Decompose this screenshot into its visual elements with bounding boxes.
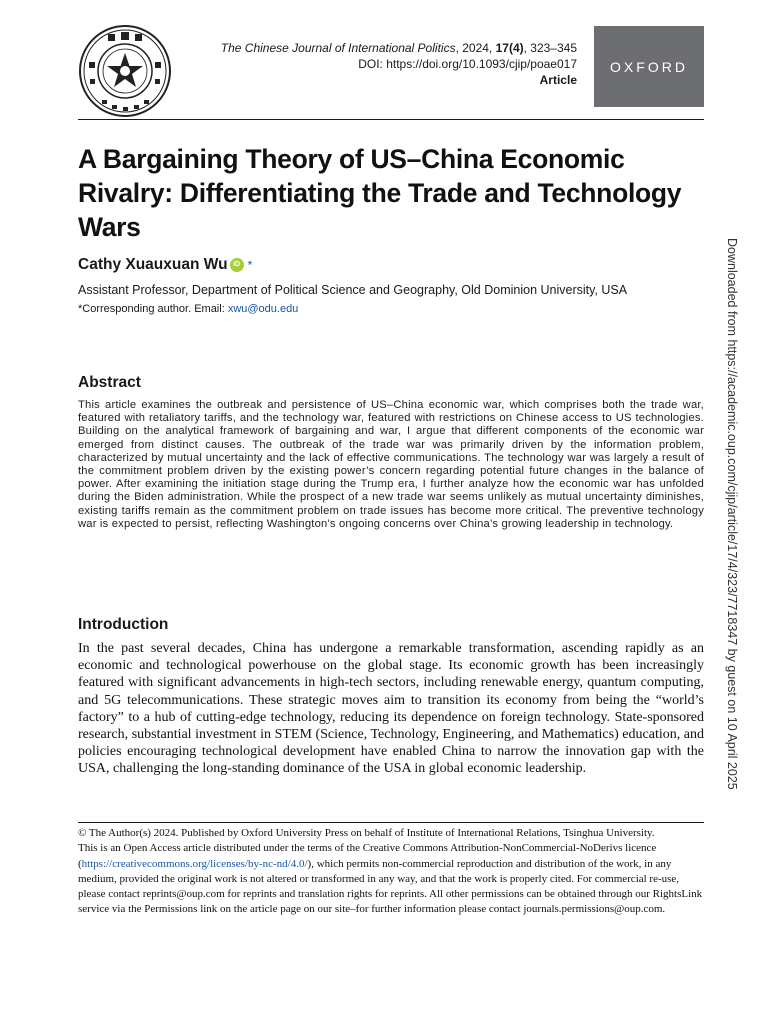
author-affiliation: Assistant Professor, Department of Political Science and Geography, Old Dominion University, USA bbox=[78, 283, 628, 297]
journal-name: The Chinese Journal of International Politics bbox=[220, 41, 456, 55]
footnote-divider bbox=[78, 822, 704, 823]
doi-line[interactable]: DOI: https://doi.org/10.1093/cjip/poae017 bbox=[358, 57, 577, 71]
abstract-text: This article examines the outbreak and persistence of US–China economic war, which comprises both the trade war, featured with retaliatory tariffs, and the technology war, featured with restrictions on Chinese access to US technologies. Building on the analytical framework of bargaining and war, I argue that different components of the economic war emerged from distinct causes. The outbreak of the trade war was primarily driven by the information problem, characterized by mutual uncertainty and the lack of effective communications. The technology war was largely a result of the commitment problem driven by the existing power’s concern regarding potential future changes in the balance of power. After examining the initiation stage during the Trump era, I further analyze how the economic war has unfolded during the Biden administration. While the prospect of a new trade war seems unlikely as mutual uncertainty diminishes, existing tariffs remain as the commitment problem on trade issues has become more critical. The preventive technology war is expected to persist, reflecting Washington’s ongoing concerns over China’s growing leadership in technology. bbox=[78, 399, 704, 530]
header-divider bbox=[78, 119, 704, 120]
orcid-icon[interactable]: iD bbox=[230, 258, 244, 272]
corresponding-label: *Corresponding author. Email: bbox=[78, 303, 228, 315]
license-rest: ), which permits non-commercial reproduction and distribution of the work, in any medium, provided the original work is not altered or transformed in any way, and that the work is properly cited. For commercial re-use, please contact reprints@oup.com for reprints and translation rights for reprints. All other permissions can be obtained through our RightsLink service via the Permissions link on the article page on our site–for further information please contact journals.permissions@oup.com. bbox=[78, 857, 703, 916]
license-intro: This is an Open Access article distributed under the terms of the Creative Commons Attribution-NonCommercial-NoDerivs licence ( bbox=[78, 842, 657, 870]
author-email-link[interactable]: xwu@odu.edu bbox=[227, 303, 299, 315]
journal-year: , 2024, bbox=[455, 41, 496, 55]
author-line bbox=[78, 256, 252, 274]
journal-pages: , 323–345 bbox=[523, 41, 577, 55]
corresponding-marker: * bbox=[247, 258, 253, 272]
journal-citation bbox=[221, 40, 577, 88]
tsinghua-seal-icon bbox=[78, 24, 172, 118]
introduction-text: In the past several decades, China has undergone a remarkable transformation, ascending rapidly as an economic and technological powerhouse on the global stage. Its economic growth has been increasingly featured with significant advancements in high-tech sectors, including renewable energy, quantum computing, and 5G telecommunications. These strategic moves aim to transition its economy from being the “world’s factory” to a hub of cutting-edge technology, reducing its dependence on foreign technology. State-sponsored research, substantial investment in STEM (Science, Technology, Engineering, and Mathematics) education, and policies encouraging technological development have enabled China to narrow the innovation gap with the USA, challenging the long-standing dominance of the USA in global economic leadership. bbox=[78, 641, 704, 777]
article-title: A Bargaining Theory of US–China Economic Rivalry: Differentiating the Trade and Technology Wars bbox=[78, 144, 682, 242]
introduction-heading: Introduction bbox=[78, 616, 169, 633]
corresponding-author bbox=[78, 303, 298, 315]
oxford-logo-text: OXFORD bbox=[610, 58, 688, 75]
author-name[interactable]: Cathy Xuauxuan Wu bbox=[78, 256, 228, 273]
download-watermark: Downloaded from https://academic.oup.com/cjip/article/17/4/323/7718347 by guest on 10 April 2025 bbox=[725, 238, 739, 790]
article-type-label: Article bbox=[539, 73, 577, 87]
oxford-logo bbox=[594, 26, 704, 107]
journal-volume-issue: 17(4) bbox=[495, 41, 524, 55]
license-link[interactable]: https://creativecommons.org/licenses/by-nc-nd/4.0/ bbox=[81, 857, 308, 870]
license-text bbox=[78, 841, 708, 917]
copyright-footnote bbox=[78, 826, 708, 918]
copyright-line: © The Author(s) 2024. Published by Oxford University Press on behalf of Institute of International Relations, Tsinghua University. bbox=[78, 827, 655, 839]
abstract-heading: Abstract bbox=[78, 374, 141, 391]
